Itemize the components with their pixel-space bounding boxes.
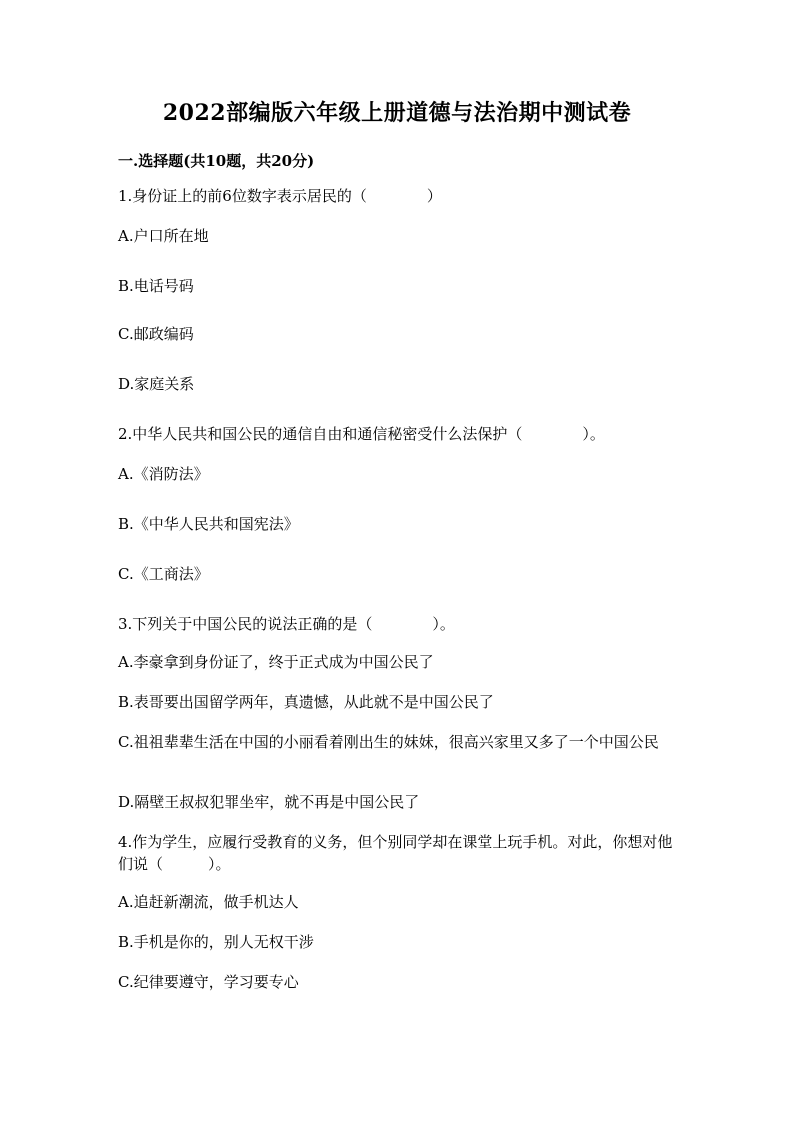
question-2-stem: 2.中华人民共和国公民的通信自由和通信秘密受什么法保护（ ）。 — [118, 425, 605, 443]
question-3-option-a: A.李豪拿到身份证了，终于正式成为中国公民了 — [118, 653, 434, 671]
question-2-option-b: B.《中华人民共和国宪法》 — [118, 515, 299, 533]
question-3-stem: 3.下列关于中国公民的说法正确的是（ ）。 — [118, 615, 455, 633]
question-4-option-c: C.纪律要遵守，学习要专心 — [118, 973, 299, 991]
question-3-option-d: D.隔壁王叔叔犯罪坐牢，就不再是中国公民了 — [118, 793, 420, 811]
question-1-option-d: D.家庭关系 — [118, 375, 195, 393]
question-4-stem: 4.作为学生，应履行受教育的义务，但个别同学却在课堂上玩手机。对此，你想对他们说（ ）。 — [118, 833, 673, 873]
question-2-option-c: C.《工商法》 — [118, 565, 209, 583]
question-4-option-a: A.追赶新潮流，做手机达人 — [118, 893, 299, 911]
question-3-option-b: B.表哥要出国留学两年，真遗憾，从此就不是中国公民了 — [118, 693, 494, 711]
question-1-option-b: B.电话号码 — [118, 277, 194, 295]
question-2-option-a: A.《消防法》 — [118, 465, 209, 483]
question-4-option-b: B.手机是你的，别人无权干涉 — [118, 933, 314, 951]
question-1-option-a: A.户口所在地 — [118, 227, 209, 245]
question-1-option-c: C.邮政编码 — [118, 325, 194, 343]
question-1-stem: 1.身份证上的前6位数字表示居民的（ ） — [118, 187, 442, 205]
question-3-option-c: C.祖祖辈辈生活在中国的小丽看着刚出生的妹妹，很高兴家里又多了一个中国公民 — [118, 733, 659, 751]
page-title: 2022部编版六年级上册道德与法治期中测试卷 — [162, 100, 632, 126]
section-heading: 一.选择题(共10题，共20分) — [118, 152, 315, 170]
